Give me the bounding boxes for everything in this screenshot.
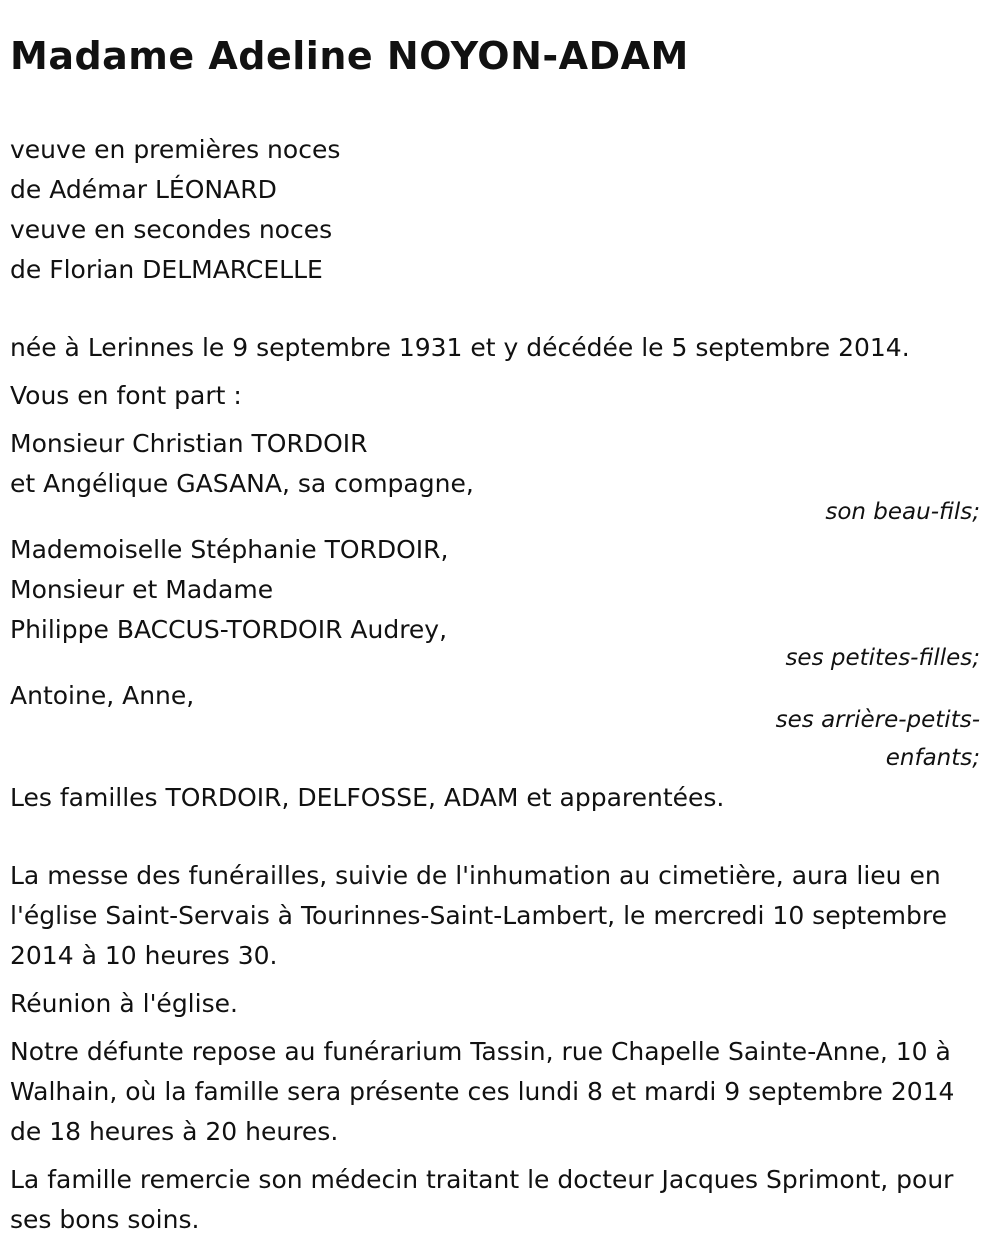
family-role: ses petites-filles; [785, 645, 980, 671]
marital-line: de Florian DELMARCELLE [10, 255, 323, 284]
family-group-3 [10, 676, 990, 778]
marital-status [10, 130, 990, 290]
rest-paragraph: Notre défunte repose au funérarium Tassin, rue Chapelle Sainte-Anne, 10 à Walhain, où la famille sera présente ces lundi 8 et mardi 9 septembre 2014 de 18 heures à 20 heures. [10, 1037, 955, 1146]
family-member-line: Monsieur et Madame [10, 575, 274, 604]
birth-death-line: née à Lerinnes le 9 septembre 1931 et y décédée le 5 septembre 2014. [10, 333, 910, 362]
thanks-paragraph: La famille remercie son médecin traitant le docteur Jacques Sprimont, pour ses bons soins. [10, 1165, 954, 1234]
marital-line: de Adémar LÉONARD [10, 175, 277, 204]
mass-paragraph: La messe des funérailles, suivie de l'inhumation au cimetière, aura lieu en l'église Saint-Servais à Tourinnes-Saint-Lambert, le mercredi 10 septembre 2014 à 10 heures 30. [10, 861, 947, 970]
family-role: ses arrière-petits- [775, 707, 980, 733]
family-role: enfants; [885, 745, 980, 771]
family-member-line: Philippe BACCUS-TORDOIR Audrey, [10, 615, 448, 644]
family-member-line: Antoine, Anne, [10, 681, 195, 710]
deceased-name-title: Madame Adeline NOYON-ADAM [10, 34, 689, 78]
family-member-line: Monsieur Christian TORDOIR [10, 429, 368, 458]
families-line: Les familles TORDOIR, DELFOSSE, ADAM et apparentées. [10, 783, 725, 812]
marital-line: veuve en premières noces [10, 135, 341, 164]
announce-line: Vous en font part : [10, 381, 242, 410]
reunion-paragraph: Réunion à l'église. [10, 989, 238, 1018]
family-member-line: et Angélique GASANA, sa compagne, [10, 469, 474, 498]
family-group-1 [10, 424, 990, 532]
family-member-line: Mademoiselle Stéphanie TORDOIR, [10, 535, 449, 564]
family-role: son beau-fils; [825, 499, 980, 525]
marital-line: veuve en secondes noces [10, 215, 333, 244]
family-group-2 [10, 530, 990, 678]
